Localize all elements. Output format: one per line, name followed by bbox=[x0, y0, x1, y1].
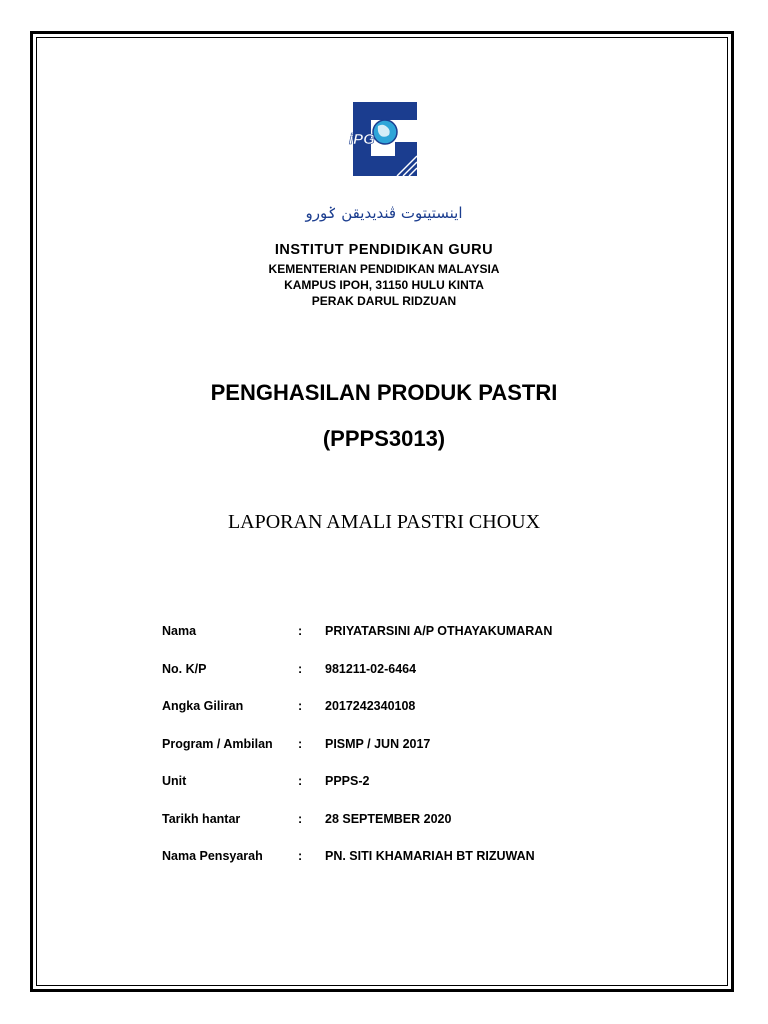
detail-label: Nama Pensyarah bbox=[162, 849, 263, 863]
detail-label: Nama bbox=[162, 624, 197, 638]
detail-separator: : bbox=[298, 849, 303, 863]
detail-separator: : bbox=[298, 774, 303, 788]
report-title: LAPORAN AMALI PASTRI CHOUX bbox=[227, 511, 541, 533]
detail-separator: : bbox=[298, 661, 303, 676]
detail-separator: : bbox=[298, 699, 303, 713]
ministry-name: KEMENTERIAN PENDIDIKAN MALAYSIA bbox=[268, 262, 500, 276]
course-title: PENGHASILAN PRODUK PASTRI bbox=[210, 380, 558, 405]
jawi-wordmark bbox=[278, 196, 490, 226]
detail-label: No. K/P bbox=[162, 661, 207, 676]
detail-separator: : bbox=[298, 624, 303, 638]
detail-label: Angka Giliran bbox=[162, 699, 244, 713]
detail-label: Unit bbox=[162, 774, 187, 788]
address-line-2: PERAK DARUL RIDZUAN bbox=[311, 294, 457, 308]
detail-value: PPPS-2 bbox=[325, 774, 370, 788]
detail-separator: : bbox=[298, 736, 303, 751]
address-line-1: KAMPUS IPOH, 31150 HULU KINTA bbox=[284, 278, 484, 292]
ipg-logo bbox=[345, 94, 421, 180]
detail-value: 2017242340108 bbox=[325, 699, 416, 713]
jawi-text: اينستيتوت ڤنديديقن ݢورو bbox=[305, 204, 463, 222]
detail-label: Tarikh hantar bbox=[162, 811, 241, 826]
detail-value: 28 SEPTEMBER 2020 bbox=[325, 811, 452, 826]
logo-text: iPG bbox=[349, 131, 375, 148]
detail-separator: : bbox=[298, 811, 303, 826]
detail-value: PISMP / JUN 2017 bbox=[325, 736, 431, 751]
institution-name: INSTITUT PENDIDIKAN GURU bbox=[274, 242, 494, 258]
detail-value: PRIYATARSINI A/P OTHAYAKUMARAN bbox=[325, 624, 553, 638]
detail-label: Program / Ambilan bbox=[162, 736, 273, 751]
course-code: (PPPS3013) bbox=[322, 426, 446, 451]
detail-value: PN. SITI KHAMARIAH BT RIZUWAN bbox=[325, 849, 535, 863]
detail-value: 981211-02-6464 bbox=[325, 661, 417, 676]
